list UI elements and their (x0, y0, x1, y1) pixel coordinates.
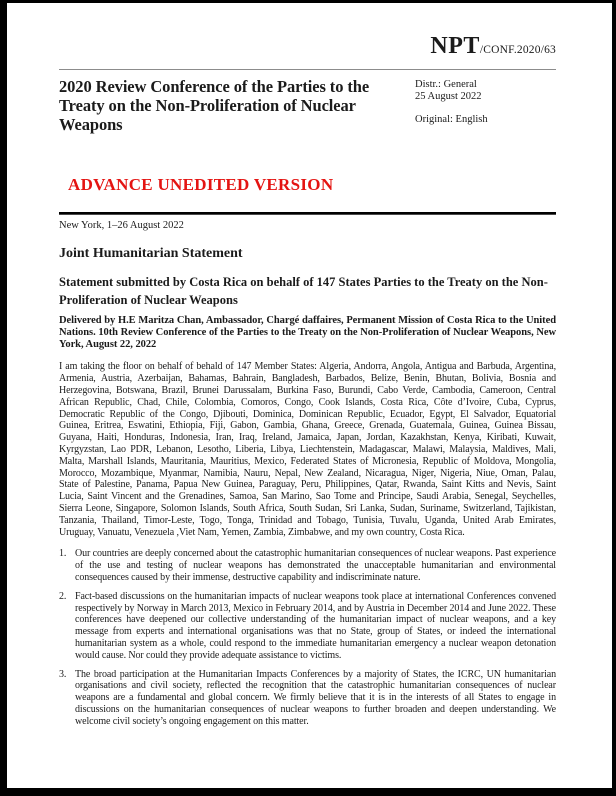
statement-subheading: Statement submitted by Costa Rica on behalf of 147 States Parties to the Treaty on the Non-Proliferation of Nuclear Weapons (59, 275, 548, 307)
paragraph-number: 1. (59, 548, 67, 560)
document-symbol (59, 33, 556, 63)
header-thin-rule (59, 69, 556, 70)
session-info: New York, 1–26 August 2022 (59, 220, 184, 231)
numbered-paragraph (59, 548, 556, 583)
numbered-paragraph (59, 669, 556, 728)
paragraph-text: Our countries are deeply concerned about the catastrophic humanitarian consequences of nuclear weapons. Past experience of the use and testing of nuclear weapons has demonstrated the unacceptable humanitarian and environmental consequences caused by their immense, destructive capability and indiscriminate nature. (75, 548, 556, 583)
paragraph-text: The broad participation at the Humanitarian Impacts Conferences by a majority of States, the ICRC, UN humanitarian organisations and civil society, reflected the recognition that the catastrophic humanitarian consequences of nuclear weapons are a fundamental and global concern. We firmly believe that it is in the interests of all States to engage in discussions on the humanitarian consequences of nuclear weapons to further broaden and deepen understanding. We welcome civil society’s ongoing engagement on this matter. (75, 668, 556, 727)
section-thick-rule (59, 212, 556, 215)
paragraph-number: 3. (59, 668, 67, 680)
delivery-note: Delivered by H.E Maritza Chan, Ambassador, Chargé daffaires, Permanent Mission of Costa Rica to the United Nations. 10th Review Conference of the Parties to the Treaty on the Non-Proliferation of Nuclear Weapons, New York, August 22, 2022 (59, 315, 556, 350)
paragraph-number: 2. (59, 590, 67, 602)
distr-date: 25 August 2022 (415, 91, 482, 102)
document-symbol-suffix: /CONF.2020/63 (479, 44, 556, 56)
page-content (7, 3, 612, 788)
document-meta (415, 77, 556, 134)
intro-paragraph: I am taking the floor on behalf of behald of 147 Member States: Algeria, Andorra, Angola, Antigua and Barbuda, Argentina, Armenia, Austria, Azerbaijan, Bahamas, Bahrain, Bangladesh, Barbados, Belize, Benin, Bhutan, Bolivia, Bosnia and Herzegovina, Botswana, Brazil, Brunei Darussalam, Burkina Faso, Burundi, Cabo Verde, Cambodia, Cameroon, Central African Republic, Chad, Chile, Colombia, Comoros, Congo, Cook Islands, Costa Rica, Côte d’Ivoire, Cuba, Cyprus, Democratic Republic of the Congo, Djibouti, Dominica, Dominican Republic, Ecuador, Egypt, El Salvador, Equatorial Guinea, Eritrea, Eswatini, Ethiopia, Fiji, Gabon, Gambia, Ghana, Greece, Grenada, Guatemala, Guinea, Guinea Bissau, Guyana, Haiti, Honduras, Indonesia, Iran, Iraq, Ireland, Jamaica, Japan, Jordan, Kazakhstan, Kenya, Kiribati, Kuwait, Kyrgyzstan, Lao PDR, Lebanon, Lesotho, Liberia, Libya, Liechtenstein, Madagascar, Malawi, Malaysia, Maldives, Mali, Malta, Marshall Islands, Mauritania, Mauritius, Mexico, Federated States of Micronesia, Republic of Moldova, Mongolia, Morocco, Mozambique, Myanmar, Namibia, Nauru, Nepal, New Zealand, Nicaragua, Niger, Nigeria, Niue, Oman, Palau, State of Palestine, Panama, Papua New Guinea, Paraguay, Peru, Philippines, Qatar, Rwanda, Saint Kitts and Nevis, Saint Lucia, Saint Vincent and the Grenadines, Samoa, San Marino, Sao Tome and Principe, Saudi Arabia, Senegal, Seychelles, Sierra Leone, Singapore, Solomon Islands, South Africa, South Sudan, Sri Lanka, Sudan, Suriname, Switzerland, Tajikistan, Tanzania, Thailand, Timor-Leste, Togo, Tonga, Trinidad and Tobago, Tunisia, Tuvalu, Uganda, United Arab Emirates, Uruguay, Vanuatu, Venezuela ,Viet Nam, Yemen, Zambia, Zimbabwe, and my own country, Costa Rica. (59, 361, 556, 538)
statement-heading: Joint Humanitarian Statement (59, 246, 243, 261)
conference-title: 2020 Review Conference of the Parties to the Treaty on the Non-Proliferation of Nuclear Weapons (59, 77, 370, 134)
paragraph-text: Fact-based discussions on the humanitarian impacts of nuclear weapons took place at international Conferences convened respectively by Norway in March 2013, Mexico in February 2014, and by Austria in December 2014 and June 2022. These conferences have deepened our collective understanding of the humanitarian impact of nuclear weapons, and a key message from experts and international organisations was that no State, group of States, or indeed the international humanitarian system as a whole, could respond to the immediate humanitarian emergency a nuclear weapon detonation would cause. Nor could they provide adequate assistance to victims. (75, 590, 556, 661)
header-columns (59, 77, 556, 134)
advance-unedited-banner: ADVANCE UNEDITED VERSION (68, 175, 334, 194)
original-language: Original: English (415, 114, 488, 125)
document-symbol-main: NPT (430, 33, 480, 59)
distr-line: Distr.: General (415, 79, 477, 90)
numbered-paragraph (59, 591, 556, 662)
